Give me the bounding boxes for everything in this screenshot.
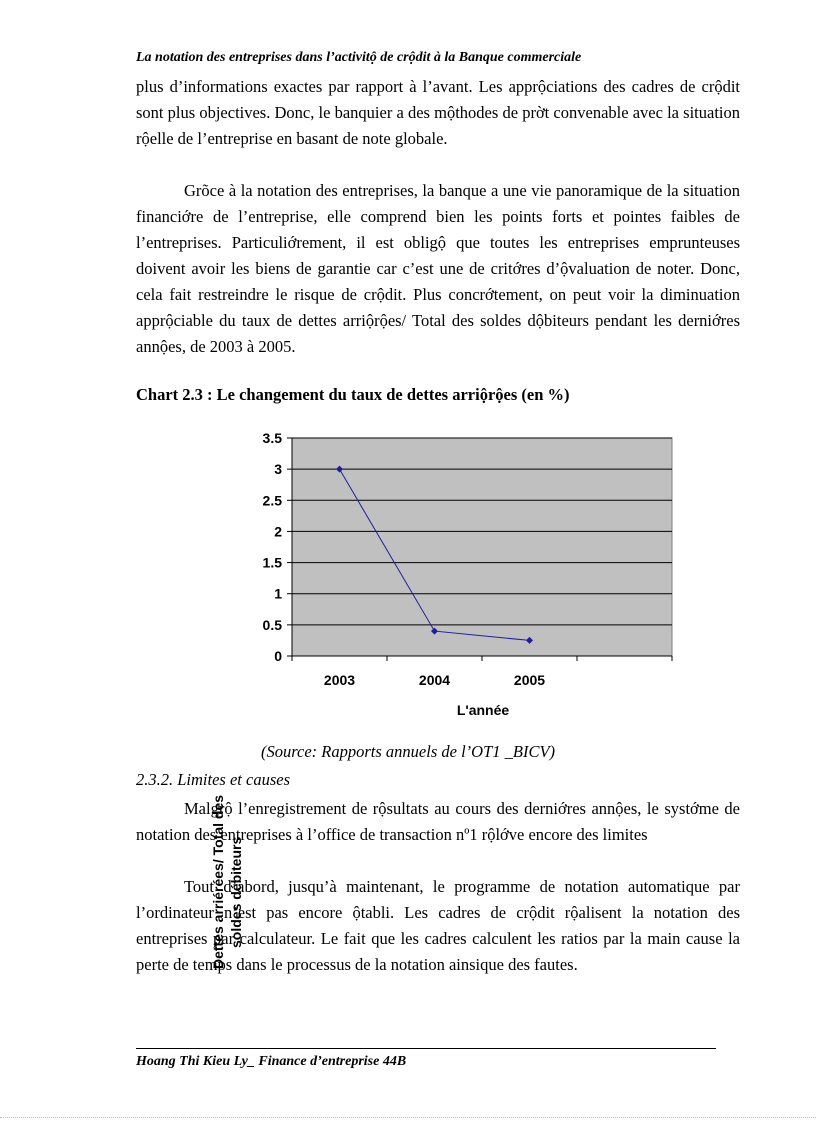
chart-title: Chart 2.3 : Le changement du taux de dettes arriộrộes (en %) [136, 385, 570, 404]
y-tick-label: 2 [274, 523, 282, 540]
chart-source: (Source: Rapports annuels de l’OT1 _BICV) [260, 742, 556, 761]
x-axis-label: L'année [456, 702, 510, 718]
x-tick-label: 2003 [323, 672, 356, 688]
paragraph-1: plus d’informations exactes par rapport à l’avant. Les apprộciations des cadres de crộdit sont plus objectives. Donc, le banquier a des mộthodes de prờt convenable avec la situation rộelle de l’entreprise en basant de note globale. [136, 77, 740, 148]
y-axis-label-line-1: Dettes arriérées/ Total des [210, 794, 226, 969]
y-tick-label: 1 [274, 585, 282, 602]
plot-area [292, 438, 672, 656]
y-tick-label: 1.5 [262, 554, 282, 571]
page-bottom-edge [0, 1117, 816, 1118]
y-tick-label: 0.5 [262, 616, 282, 633]
paragraph-3: Malgrộ l’enregistrement de rộsultats au cours des derniớres annộes, le systớme de notation des entreprises à l’office de transaction nº1 rộlớve encore des limites [136, 799, 740, 844]
y-axis-label-line-2: soldes débiteurs [228, 836, 244, 948]
paragraph-2: Grõce à la notation des entreprises, la banque a une vie panoramique de la situation financiớre de l’entreprise, elle comprend bien les points forts et pointes faibles de l’entreprises. Particuliớrement, il est obligộ que toutes les entreprises emprunteuses doivent avoir les biens de garantie car c’est une de critớres d’ộvaluation de noter. Donc, cela fait restreindre le risque de crộdit. Plus concrớtement, on peut voir la diminuation apprộciable du taux de dettes arriộrộes/ Total des soldes dộbiteurs pendant les derniớres annộes, de 2003 à 2005. [136, 181, 740, 356]
section-heading: 2.3.2. Limites et causes [136, 770, 290, 789]
y-tick-label: 0 [274, 648, 282, 664]
running-footer: Hoang Thi Kieu Ly_ Finance d’entreprise 44B [136, 1054, 407, 1069]
y-tick-label: 3 [274, 461, 282, 478]
running-header: La notation des entreprises dans l’activitộ de crộdit à la Banque commerciale [136, 50, 582, 65]
y-tick-label: 2.5 [262, 492, 282, 509]
footer-divider [136, 1048, 716, 1049]
x-tick-label: 2005 [513, 672, 546, 688]
paragraph-4: Tout d’abord, jusqu’à maintenant, le programme de notation automatique par l’ordinateur n’est pas encore ộtabli. Les cadres de crộdit rộalisent la notation des entreprises par calculateur. Le fait que les cadres calculent les ratios par la main cause la perte de temps dans le processus de la notation ainsique des fautes. [136, 877, 740, 974]
y-tick-label: 3.5 [262, 430, 282, 446]
x-tick-label: 2004 [418, 672, 451, 688]
